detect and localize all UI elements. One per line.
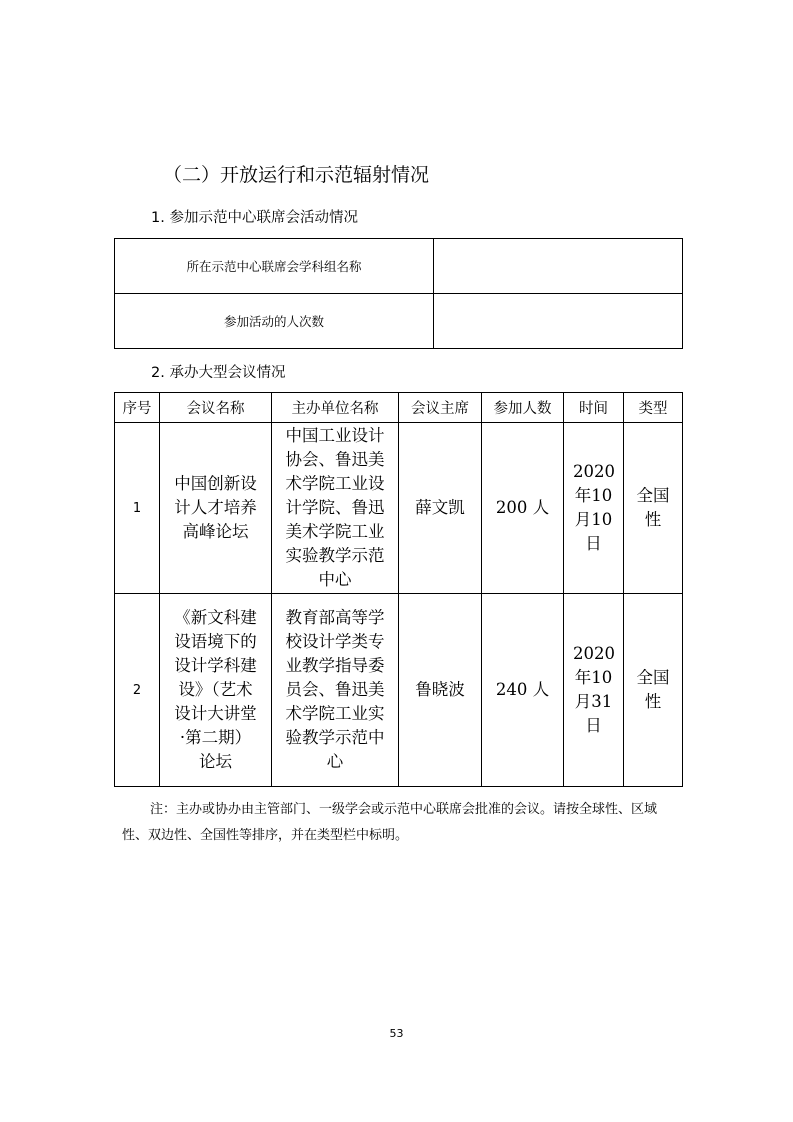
page-number: 53 — [389, 1027, 404, 1040]
column-header: 会议名称 — [160, 393, 272, 423]
row-number: 2 — [115, 594, 160, 787]
table-row — [115, 594, 683, 787]
column-header: 类型 — [624, 393, 683, 423]
table-row — [115, 294, 683, 349]
attendees: 200 人 — [482, 423, 564, 594]
date: 2020年10月31日 — [564, 594, 624, 787]
column-header: 会议主席 — [399, 393, 482, 423]
organizer: 中国工业设计协会、鲁迅美术学院工业设计学院、鲁迅美术学院工业实验教学示范中心 — [272, 423, 399, 594]
column-header: 参加人数 — [482, 393, 564, 423]
union-activity-table — [114, 238, 683, 349]
section-title: （二）开放运行和示范辐射情况 — [163, 164, 430, 186]
date: 2020年10月10日 — [564, 423, 624, 594]
row-number: 1 — [115, 423, 160, 594]
subsection-2-heading: 2. 承办大型会议情况 — [151, 365, 286, 381]
conference-name: 《新文科建设语境下的设计学科建设》（艺术设计大讲堂·第二期）论坛 — [160, 594, 272, 787]
column-header: 序号 — [115, 393, 160, 423]
table-note: 注：主办或协办由主管部门、一级学会或示范中心联席会批准的会议。请按全球性、区域性、双边性、全国性等排序，并在类型栏中标明。 — [122, 802, 658, 843]
row-value — [434, 239, 683, 294]
attendees: 240 人 — [482, 594, 564, 787]
conference-table — [114, 392, 683, 787]
row-label: 所在示范中心联席会学科组名称 — [115, 239, 434, 294]
table-row — [115, 423, 683, 594]
table-header-row — [115, 393, 683, 423]
chair: 鲁晓波 — [399, 594, 482, 787]
chair: 薛文凯 — [399, 423, 482, 594]
type: 全国性 — [624, 423, 683, 594]
row-label: 参加活动的人次数 — [115, 294, 434, 349]
organizer: 教育部高等学校设计学类专业教学指导委员会、鲁迅美术学院工业实验教学示范中心 — [272, 594, 399, 787]
column-header: 时间 — [564, 393, 624, 423]
subsection-1-heading: 1. 参加示范中心联席会活动情况 — [151, 210, 358, 226]
column-header: 主办单位名称 — [272, 393, 399, 423]
conference-name: 中国创新设计人才培养高峰论坛 — [160, 423, 272, 594]
table-row — [115, 239, 683, 294]
type: 全国性 — [624, 594, 683, 787]
row-value — [434, 294, 683, 349]
